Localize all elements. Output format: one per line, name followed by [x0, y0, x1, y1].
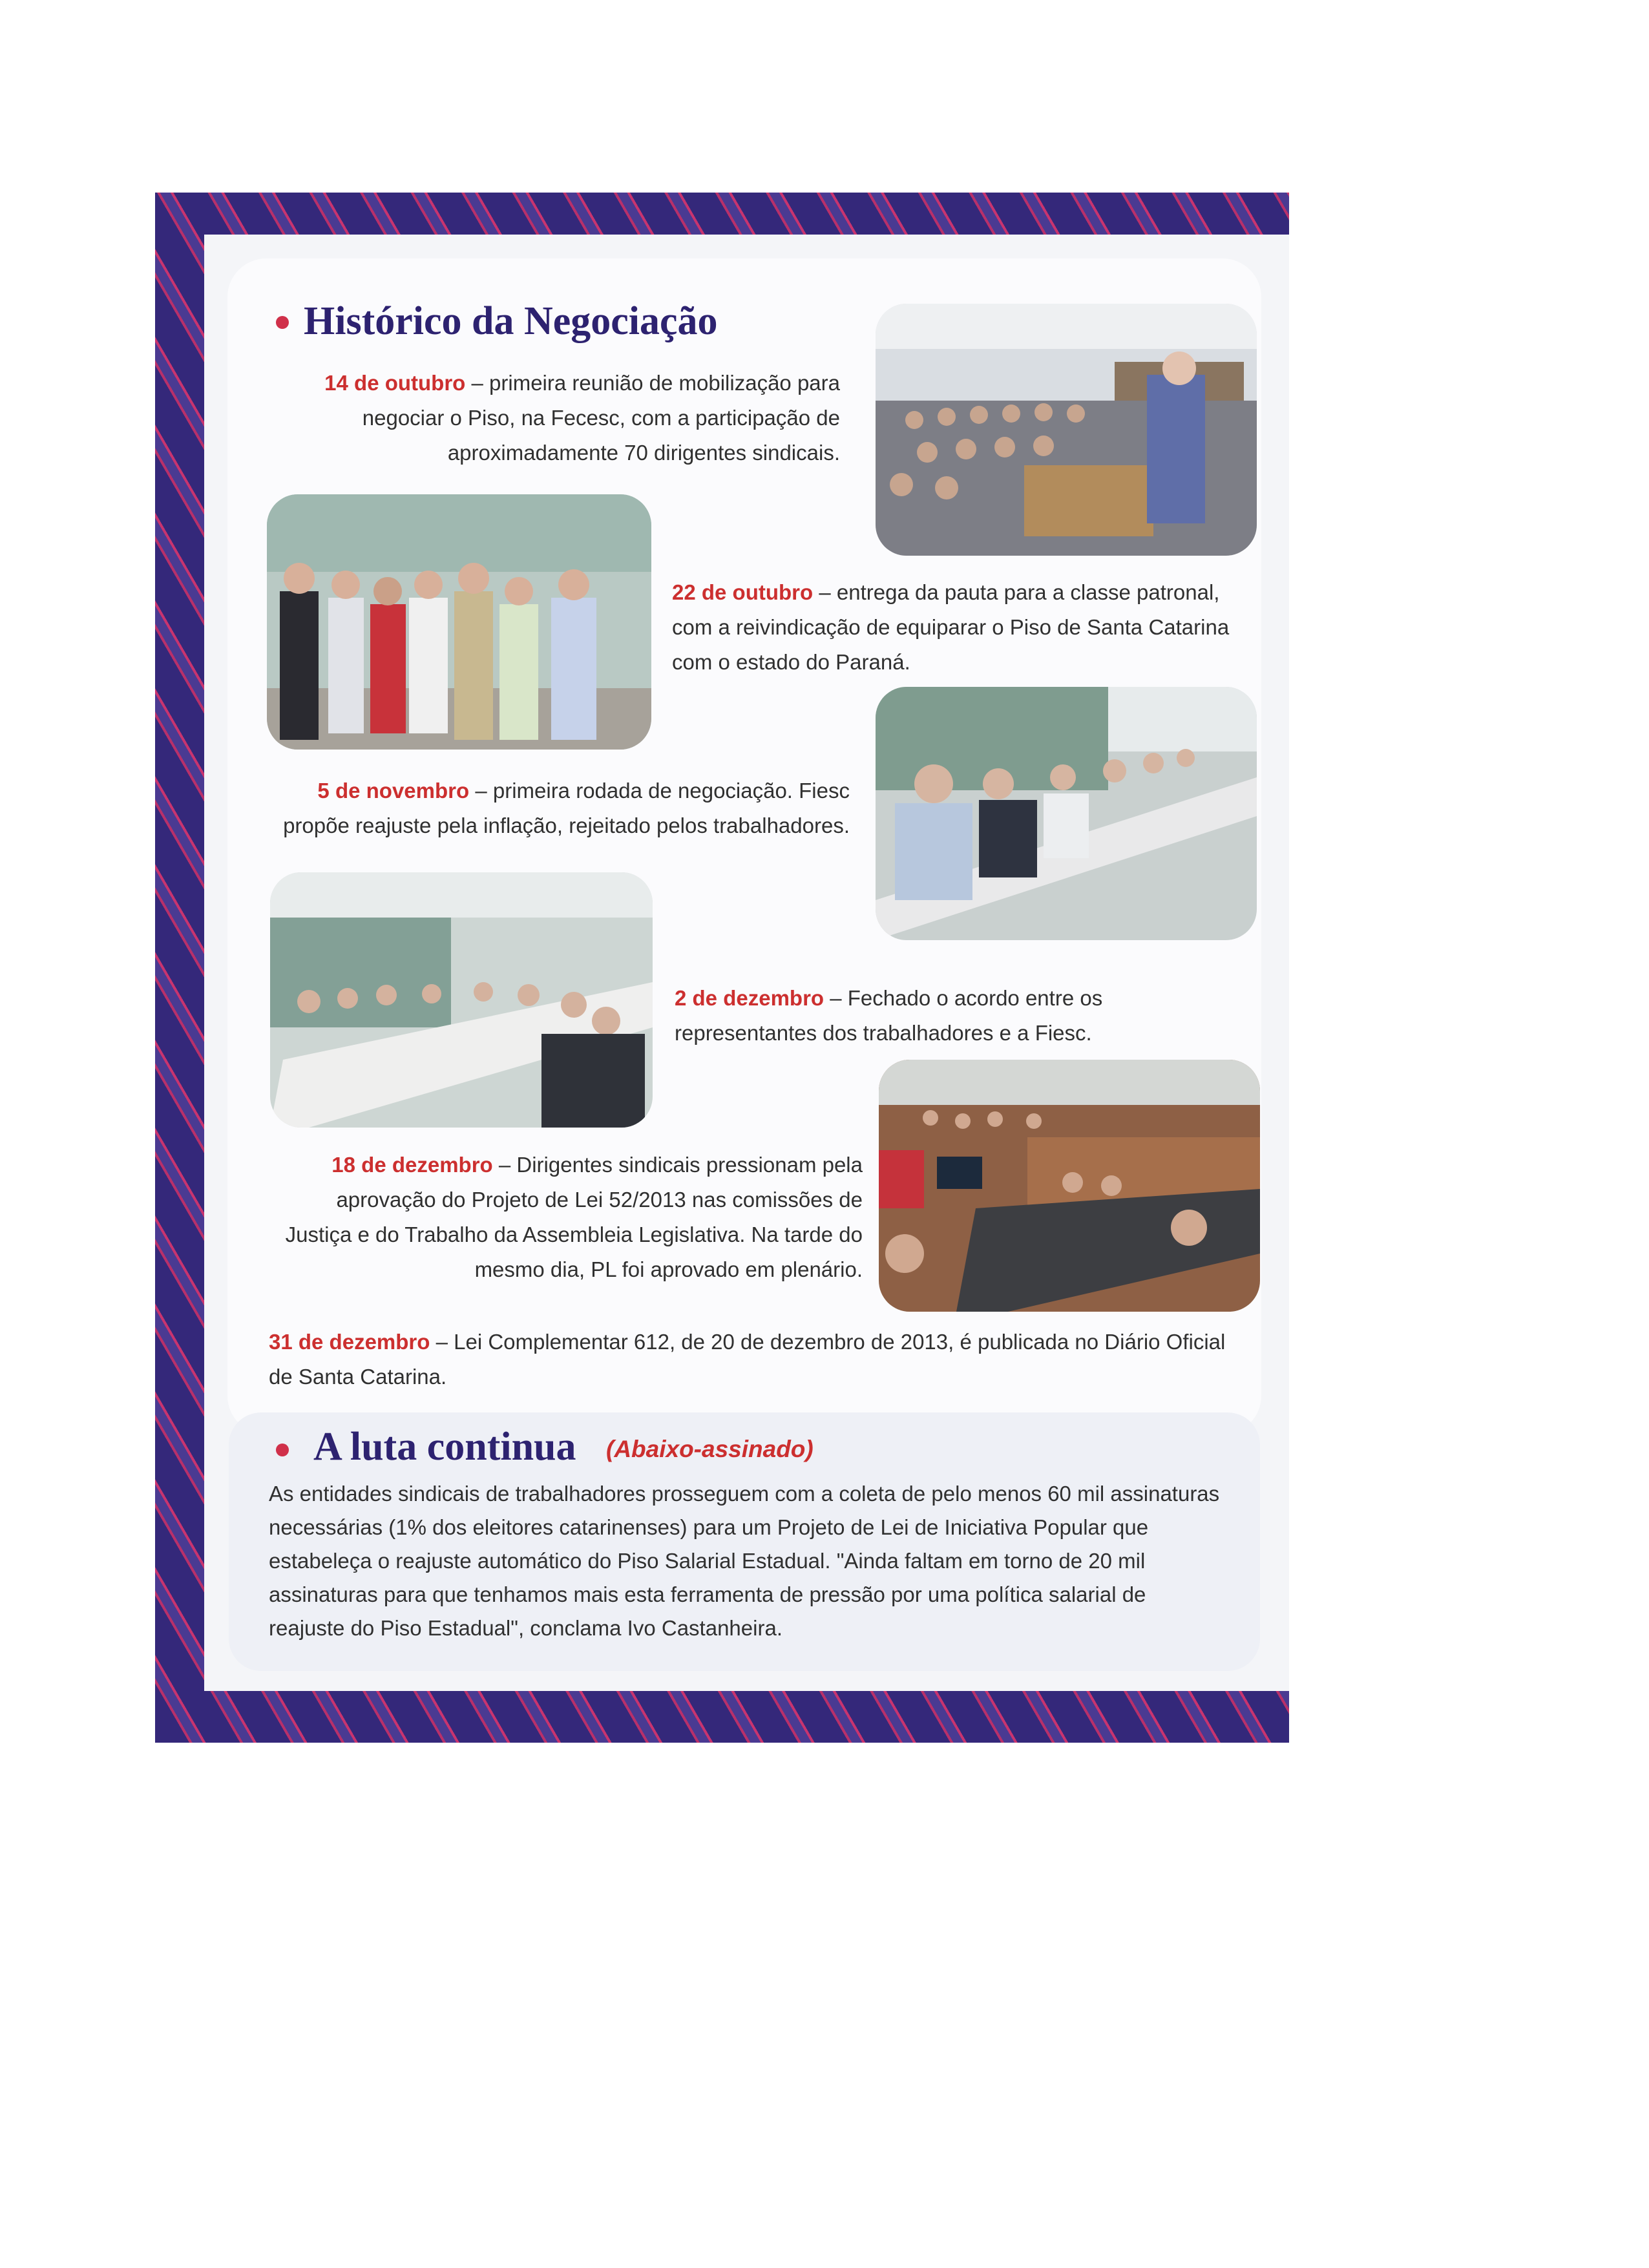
event-text: – Fechado o acordo entre os representantes dos trabalhadores e a Fiesc.	[675, 986, 1103, 1045]
event-date: 5 de novembro	[317, 779, 470, 803]
event-5-novembro	[278, 773, 850, 843]
event-22-outubro	[672, 575, 1241, 680]
photo-mobilization-meeting	[876, 304, 1257, 556]
photo-agreement-meeting	[270, 872, 653, 1128]
historico-title: Histórico da Negociação	[304, 299, 718, 343]
event-14-outubro	[278, 366, 840, 470]
event-18-dezembro	[278, 1148, 863, 1287]
event-date: 22 de outubro	[672, 580, 814, 604]
luta-subtitle: (Abaixo-assinado)	[606, 1436, 814, 1462]
event-text: – Dirigentes sindicais pressionam pela aprovação do Projeto de Lei 52/2013 nas comissões de Justiça e do Trabalho da Assembleia Legislativa. Na tarde do mesmo dia, PL foi aprovado em plenário.	[285, 1153, 863, 1281]
photo-first-negotiation	[876, 687, 1257, 940]
event-text: – primeira rodada de negociação. Fiesc propõe reajuste pela inflação, rejeitado pelos trabalhadores.	[283, 779, 850, 837]
luta-body: As entidades sindicais de trabalhadores prosseguem com a coleta de pelo menos 60 mil assinaturas necessárias (1% dos eleitores catarinenses) para um Projeto de Lei de Iniciativa Popular que estabeleça o reajuste automático do Piso Salarial Estadual. "Ainda faltam em torno de 20 mil assinaturas para que tenhamos mais esta ferramenta de pressão por uma política salarial de reajuste do Piso Estadual", conclama Ivo Castanheira.	[269, 1482, 1220, 1640]
event-date: 2 de dezembro	[675, 986, 824, 1010]
event-text: – Lei Complementar 612, de 20 de dezembro de 2013, é publicada no Diário Oficial de Santa Catarina.	[269, 1330, 1226, 1389]
luta-title: A luta continua	[313, 1425, 576, 1469]
event-date: 14 de outubro	[324, 371, 466, 395]
photo-pauta-delivery	[267, 494, 651, 750]
bullet-dot-icon	[276, 316, 289, 329]
event-date: 18 de dezembro	[331, 1153, 493, 1177]
event-text: – entrega da pauta para a classe patronal, com a reivindicação de equiparar o Piso de Santa Catarina com o estado do Paraná.	[672, 580, 1230, 674]
photo-assembleia-session	[879, 1060, 1260, 1312]
event-2-dezembro	[675, 981, 1166, 1051]
bullet-dot-icon	[276, 1444, 289, 1456]
event-text: – primeira reunião de mobilização para negociar o Piso, na Fecesc, com a participação de aproximadamente 70 dirigentes sindicais.	[362, 371, 840, 465]
event-date: 31 de dezembro	[269, 1330, 430, 1354]
event-31-dezembro	[269, 1325, 1251, 1394]
